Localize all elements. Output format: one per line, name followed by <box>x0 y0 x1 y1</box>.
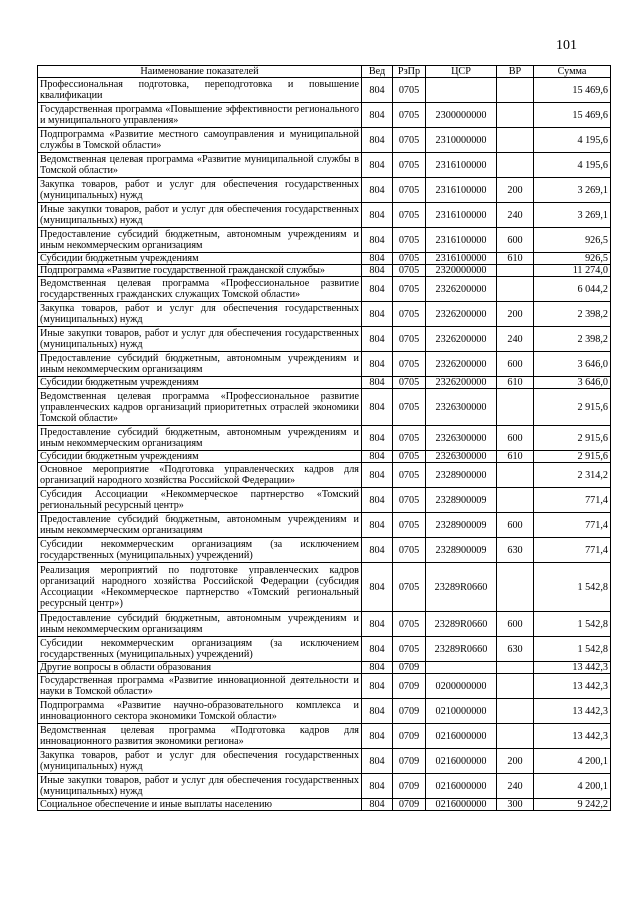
table-row <box>38 724 611 749</box>
row-rzpr-cell: 0705 <box>393 153 426 178</box>
row-vr-cell: 610 <box>497 253 534 265</box>
row-csr-cell: 2326200000 <box>426 327 497 352</box>
row-sum-cell: 11 274,0 <box>534 265 611 277</box>
row-vr-cell: 240 <box>497 203 534 228</box>
row-ved-cell: 804 <box>362 674 393 699</box>
row-ved-cell: 804 <box>362 302 393 327</box>
row-csr-cell: 2300000000 <box>426 103 497 128</box>
table-row <box>38 277 611 302</box>
row-rzpr-cell: 0705 <box>393 128 426 153</box>
row-name-cell: Реализация мероприятий по подготовке управленческих кадров организаций народного хозяйства Российской Федерации (субсидия Ассоциации «Некоммерческое партнерство «Томский региональный ресурсный центр») <box>38 563 362 612</box>
table-row <box>38 389 611 426</box>
row-name-cell: Подпрограмма «Развитие научно-образовательного комплекса и инновационного сектора экономики Томской области» <box>38 699 362 724</box>
row-csr-cell: 0216000000 <box>426 724 497 749</box>
row-csr-cell: 2316100000 <box>426 178 497 203</box>
row-vr-cell: 240 <box>497 327 534 352</box>
row-name-cell: Субсидии бюджетным учреждениям <box>38 451 362 463</box>
column-header-name: Наименование показателей <box>38 66 362 78</box>
table-row <box>38 78 611 103</box>
column-header-csr: ЦСР <box>426 66 497 78</box>
row-sum-cell: 6 044,2 <box>534 277 611 302</box>
row-rzpr-cell: 0705 <box>393 327 426 352</box>
row-rzpr-cell: 0709 <box>393 724 426 749</box>
row-csr-cell: 2328900009 <box>426 513 497 538</box>
row-vr-cell <box>497 699 534 724</box>
row-rzpr-cell: 0705 <box>393 488 426 513</box>
row-vr-cell <box>497 674 534 699</box>
row-sum-cell: 4 195,6 <box>534 128 611 153</box>
row-rzpr-cell: 0705 <box>393 228 426 253</box>
row-name-cell: Субсидия Ассоциации «Некоммерческое партнерство «Томский региональный ресурсный центр» <box>38 488 362 513</box>
row-ved-cell: 804 <box>362 724 393 749</box>
row-vr-cell <box>497 265 534 277</box>
row-rzpr-cell: 0705 <box>393 538 426 563</box>
row-ved-cell: 804 <box>362 228 393 253</box>
row-sum-cell: 13 442,3 <box>534 674 611 699</box>
table-row <box>38 662 611 674</box>
row-csr-cell: 2328900009 <box>426 538 497 563</box>
row-sum-cell: 3 269,1 <box>534 178 611 203</box>
row-name-cell: Предоставление субсидий бюджетным, автономным учреждениям и иным некоммерческим организациям <box>38 352 362 377</box>
table-row <box>38 128 611 153</box>
row-rzpr-cell: 0705 <box>393 612 426 637</box>
page-number: 101 <box>556 38 577 53</box>
row-rzpr-cell: 0705 <box>393 103 426 128</box>
row-name-cell: Ведомственная целевая программа «Развитие муниципальной службы в Томской области» <box>38 153 362 178</box>
row-vr-cell: 630 <box>497 538 534 563</box>
column-header-rzpr: РзПр <box>393 66 426 78</box>
row-ved-cell: 804 <box>362 799 393 811</box>
row-name-cell: Государственная программа «Развитие инновационной деятельности и науки в Томской области» <box>38 674 362 699</box>
row-name-cell: Иные закупки товаров, работ и услуг для обеспечения государственных (муниципальных) нужд <box>38 327 362 352</box>
row-name-cell: Предоставление субсидий бюджетным, автономным учреждениям и иным некоммерческим организациям <box>38 612 362 637</box>
row-csr-cell: 0200000000 <box>426 674 497 699</box>
row-csr-cell: 2326300000 <box>426 389 497 426</box>
row-csr-cell: 0216000000 <box>426 749 497 774</box>
table-row <box>38 463 611 488</box>
row-name-cell: Ведомственная целевая программа «Профессиональное развитие управленческих кадров организаций приоритетных отраслей экономики Томской области» <box>38 389 362 426</box>
table-row <box>38 302 611 327</box>
column-header-ved: Вед <box>362 66 393 78</box>
row-ved-cell: 804 <box>362 637 393 662</box>
row-vr-cell <box>497 277 534 302</box>
row-vr-cell: 600 <box>497 513 534 538</box>
row-name-cell: Подпрограмма «Развитие государственной гражданской службы» <box>38 265 362 277</box>
row-ved-cell: 804 <box>362 128 393 153</box>
row-sum-cell: 2 915,6 <box>534 451 611 463</box>
row-vr-cell: 600 <box>497 426 534 451</box>
row-name-cell: Подпрограмма «Развитие местного самоуправления и муниципальной службы в Томской области» <box>38 128 362 153</box>
row-vr-cell <box>497 153 534 178</box>
table-row <box>38 203 611 228</box>
row-vr-cell <box>497 563 534 612</box>
row-csr-cell <box>426 662 497 674</box>
row-rzpr-cell: 0705 <box>393 389 426 426</box>
table-row <box>38 352 611 377</box>
row-rzpr-cell: 0705 <box>393 451 426 463</box>
row-ved-cell: 804 <box>362 463 393 488</box>
table-row <box>38 253 611 265</box>
row-name-cell: Профессиональная подготовка, переподготовка и повышение квалификации <box>38 78 362 103</box>
row-ved-cell: 804 <box>362 78 393 103</box>
row-sum-cell: 13 442,3 <box>534 662 611 674</box>
row-vr-cell: 200 <box>497 749 534 774</box>
row-rzpr-cell: 0705 <box>393 352 426 377</box>
row-name-cell: Закупка товаров, работ и услуг для обеспечения государственных (муниципальных) нужд <box>38 178 362 203</box>
row-sum-cell: 13 442,3 <box>534 699 611 724</box>
table-row <box>38 637 611 662</box>
row-name-cell: Предоставление субсидий бюджетным, автономным учреждениям и иным некоммерческим организациям <box>38 513 362 538</box>
row-name-cell: Субсидии бюджетным учреждениям <box>38 377 362 389</box>
row-csr-cell: 2320000000 <box>426 265 497 277</box>
row-rzpr-cell: 0709 <box>393 749 426 774</box>
row-ved-cell: 804 <box>362 103 393 128</box>
row-ved-cell: 804 <box>362 253 393 265</box>
row-rzpr-cell: 0705 <box>393 203 426 228</box>
table-row <box>38 612 611 637</box>
row-sum-cell: 3 646,0 <box>534 352 611 377</box>
row-vr-cell <box>497 103 534 128</box>
table-row <box>38 377 611 389</box>
row-csr-cell: 2310000000 <box>426 128 497 153</box>
table-row <box>38 513 611 538</box>
row-sum-cell: 3 646,0 <box>534 377 611 389</box>
row-ved-cell: 804 <box>362 774 393 799</box>
row-csr-cell: 2316100000 <box>426 253 497 265</box>
row-ved-cell: 804 <box>362 178 393 203</box>
row-ved-cell: 804 <box>362 538 393 563</box>
row-vr-cell <box>497 78 534 103</box>
row-rzpr-cell: 0709 <box>393 662 426 674</box>
row-name-cell: Предоставление субсидий бюджетным, автономным учреждениям и иным некоммерческим организациям <box>38 228 362 253</box>
row-vr-cell: 600 <box>497 612 534 637</box>
row-name-cell: Предоставление субсидий бюджетным, автономным учреждениям и иным некоммерческим организациям <box>38 426 362 451</box>
table-row <box>38 103 611 128</box>
row-rzpr-cell: 0709 <box>393 699 426 724</box>
row-sum-cell: 2 915,6 <box>534 426 611 451</box>
row-csr-cell: 2326200000 <box>426 277 497 302</box>
row-rzpr-cell: 0705 <box>393 302 426 327</box>
row-name-cell: Государственная программа «Повышение эффективности регионального и муниципального управления» <box>38 103 362 128</box>
row-vr-cell <box>497 389 534 426</box>
row-sum-cell: 15 469,6 <box>534 103 611 128</box>
row-vr-cell: 300 <box>497 799 534 811</box>
row-rzpr-cell: 0705 <box>393 265 426 277</box>
budget-table <box>37 65 611 811</box>
table-row <box>38 563 611 612</box>
row-sum-cell: 4 195,6 <box>534 153 611 178</box>
table-row <box>38 228 611 253</box>
table-row <box>38 178 611 203</box>
row-vr-cell <box>497 662 534 674</box>
row-name-cell: Иные закупки товаров, работ и услуг для обеспечения государственных (муниципальных) нужд <box>38 203 362 228</box>
row-ved-cell: 804 <box>362 563 393 612</box>
row-ved-cell: 804 <box>362 377 393 389</box>
row-ved-cell: 804 <box>362 662 393 674</box>
row-rzpr-cell: 0705 <box>393 253 426 265</box>
row-ved-cell: 804 <box>362 426 393 451</box>
row-sum-cell: 4 200,1 <box>534 749 611 774</box>
row-ved-cell: 804 <box>362 612 393 637</box>
row-csr-cell <box>426 78 497 103</box>
row-vr-cell: 200 <box>497 302 534 327</box>
row-csr-cell: 2328900000 <box>426 463 497 488</box>
row-csr-cell: 2326200000 <box>426 302 497 327</box>
row-rzpr-cell: 0705 <box>393 513 426 538</box>
row-csr-cell: 2316100000 <box>426 153 497 178</box>
row-vr-cell <box>497 488 534 513</box>
column-header-sum: Сумма <box>534 66 611 78</box>
row-rzpr-cell: 0705 <box>393 563 426 612</box>
row-csr-cell: 0216000000 <box>426 774 497 799</box>
row-ved-cell: 804 <box>362 451 393 463</box>
row-sum-cell: 2 915,6 <box>534 389 611 426</box>
row-name-cell: Основное мероприятие «Подготовка управленческих кадров для организаций народного хозяйства Российской Федерации» <box>38 463 362 488</box>
row-rzpr-cell: 0705 <box>393 178 426 203</box>
row-csr-cell: 2326200000 <box>426 352 497 377</box>
row-csr-cell: 2316100000 <box>426 203 497 228</box>
row-name-cell: Закупка товаров, работ и услуг для обеспечения государственных (муниципальных) нужд <box>38 749 362 774</box>
row-rzpr-cell: 0705 <box>393 277 426 302</box>
row-rzpr-cell: 0705 <box>393 377 426 389</box>
row-sum-cell: 2 398,2 <box>534 327 611 352</box>
table-row <box>38 265 611 277</box>
row-name-cell: Субсидии некоммерческим организациям (за исключением государственных (муниципальных) учреждений) <box>38 637 362 662</box>
row-ved-cell: 804 <box>362 203 393 228</box>
row-vr-cell <box>497 724 534 749</box>
row-rzpr-cell: 0705 <box>393 637 426 662</box>
row-name-cell: Другие вопросы в области образования <box>38 662 362 674</box>
row-ved-cell: 804 <box>362 749 393 774</box>
row-sum-cell: 2 398,2 <box>534 302 611 327</box>
row-ved-cell: 804 <box>362 513 393 538</box>
table-row <box>38 799 611 811</box>
row-ved-cell: 804 <box>362 352 393 377</box>
row-sum-cell: 926,5 <box>534 253 611 265</box>
table-row <box>38 451 611 463</box>
row-sum-cell: 771,4 <box>534 538 611 563</box>
row-rzpr-cell: 0705 <box>393 78 426 103</box>
row-vr-cell: 600 <box>497 352 534 377</box>
row-name-cell: Субсидии некоммерческим организациям (за исключением государственных (муниципальных) учреждений) <box>38 538 362 563</box>
row-name-cell: Субсидии бюджетным учреждениям <box>38 253 362 265</box>
row-sum-cell: 4 200,1 <box>534 774 611 799</box>
table-row <box>38 674 611 699</box>
row-sum-cell: 771,4 <box>534 513 611 538</box>
table-row <box>38 488 611 513</box>
row-name-cell: Ведомственная целевая программа «Профессиональное развитие государственных гражданских служащих Томской области» <box>38 277 362 302</box>
table-row <box>38 426 611 451</box>
row-name-cell: Иные закупки товаров, работ и услуг для обеспечения государственных (муниципальных) нужд <box>38 774 362 799</box>
row-sum-cell: 1 542,8 <box>534 563 611 612</box>
row-sum-cell: 9 242,2 <box>534 799 611 811</box>
row-ved-cell: 804 <box>362 327 393 352</box>
row-vr-cell: 240 <box>497 774 534 799</box>
row-vr-cell: 610 <box>497 377 534 389</box>
row-sum-cell: 1 542,8 <box>534 612 611 637</box>
table-row <box>38 699 611 724</box>
row-vr-cell: 610 <box>497 451 534 463</box>
table-row <box>38 153 611 178</box>
row-csr-cell: 0210000000 <box>426 699 497 724</box>
row-rzpr-cell: 0705 <box>393 426 426 451</box>
row-csr-cell: 23289R0660 <box>426 637 497 662</box>
row-rzpr-cell: 0709 <box>393 799 426 811</box>
row-rzpr-cell: 0709 <box>393 674 426 699</box>
row-name-cell: Ведомственная целевая программа «Подготовка кадров для инновационного развития экономики региона» <box>38 724 362 749</box>
row-vr-cell: 200 <box>497 178 534 203</box>
row-ved-cell: 804 <box>362 153 393 178</box>
row-sum-cell: 771,4 <box>534 488 611 513</box>
row-sum-cell: 13 442,3 <box>534 724 611 749</box>
row-ved-cell: 804 <box>362 488 393 513</box>
row-sum-cell: 926,5 <box>534 228 611 253</box>
row-sum-cell: 3 269,1 <box>534 203 611 228</box>
row-csr-cell: 2326200000 <box>426 377 497 389</box>
table-row <box>38 538 611 563</box>
row-csr-cell: 23289R0660 <box>426 563 497 612</box>
row-rzpr-cell: 0709 <box>393 774 426 799</box>
row-sum-cell: 2 314,2 <box>534 463 611 488</box>
row-csr-cell: 2326300000 <box>426 426 497 451</box>
row-csr-cell: 2326300000 <box>426 451 497 463</box>
row-sum-cell: 15 469,6 <box>534 78 611 103</box>
row-ved-cell: 804 <box>362 699 393 724</box>
table-header-row <box>38 66 611 78</box>
column-header-vr: ВР <box>497 66 534 78</box>
row-vr-cell: 630 <box>497 637 534 662</box>
row-vr-cell <box>497 463 534 488</box>
table-row <box>38 749 611 774</box>
row-ved-cell: 804 <box>362 277 393 302</box>
row-csr-cell: 0216000000 <box>426 799 497 811</box>
row-name-cell: Закупка товаров, работ и услуг для обеспечения государственных (муниципальных) нужд <box>38 302 362 327</box>
table-row <box>38 327 611 352</box>
row-sum-cell: 1 542,8 <box>534 637 611 662</box>
row-vr-cell: 600 <box>497 228 534 253</box>
row-name-cell: Социальное обеспечение и иные выплаты населению <box>38 799 362 811</box>
row-csr-cell: 23289R0660 <box>426 612 497 637</box>
row-vr-cell <box>497 128 534 153</box>
row-rzpr-cell: 0705 <box>393 463 426 488</box>
row-csr-cell: 2316100000 <box>426 228 497 253</box>
table-row <box>38 774 611 799</box>
row-ved-cell: 804 <box>362 389 393 426</box>
row-ved-cell: 804 <box>362 265 393 277</box>
row-csr-cell: 2328900009 <box>426 488 497 513</box>
